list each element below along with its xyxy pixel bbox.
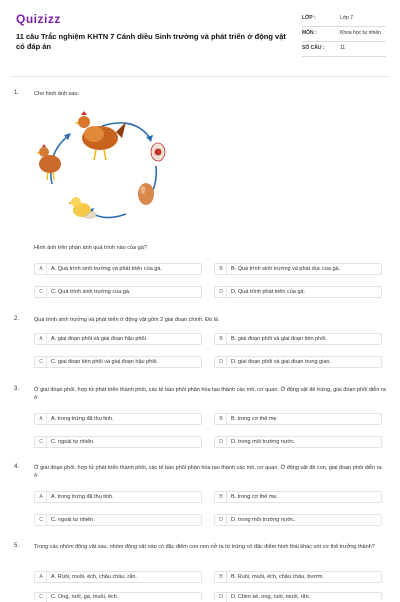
question-text: Hình ảnh trên phản ánh quá trình nào của gà? (34, 245, 147, 251)
option-text: C. giai đoạn tiền phôi và giai đoạn hậu phôi. (51, 359, 159, 365)
answer-option[interactable] (34, 592, 202, 600)
meta-label: MÔN : (302, 30, 317, 36)
answer-option[interactable] (34, 514, 202, 526)
option-letter: D (216, 515, 227, 525)
option-text: C. ngoài tự nhiên. (51, 517, 95, 523)
header-divider (12, 76, 388, 77)
option-letter: B (216, 572, 227, 582)
option-letter: D (216, 357, 227, 367)
meta-value: 11 (340, 45, 346, 51)
question-number: 2. (14, 316, 20, 322)
question-number: 4. (14, 464, 20, 470)
option-text: D. trong môi trường nước. (231, 439, 296, 445)
question-number: 3. (14, 386, 20, 392)
answer-option[interactable] (214, 356, 382, 368)
option-letter: A (36, 264, 47, 274)
option-letter: A (36, 414, 47, 424)
answer-option[interactable] (34, 436, 202, 448)
option-letter: A (36, 492, 47, 502)
question-text: Ở giai đoạn phôi, hợp tử phát triển thành phôi, các tế bào phôi phân hóa tạo thành các mô, cơ quan. Ở động vật đẻ trứng, giai đoạn phôi diễn ra ở (34, 387, 386, 401)
quizizz-logo: Quizizz (16, 12, 61, 26)
question-number: 5. (14, 543, 20, 549)
answer-option[interactable] (214, 333, 382, 345)
meta-value: Khoa học tự nhiên (340, 30, 381, 36)
meta-row-subject (302, 27, 386, 42)
option-letter: C (36, 437, 47, 447)
answer-option[interactable] (214, 592, 382, 600)
meta-label: SỐ CÂU : (302, 45, 325, 51)
meta-label: LỚP : (302, 15, 316, 21)
option-letter: C (36, 287, 47, 297)
option-text: A. giai đoạn phôi và giai đoạn hậu phôi. (51, 336, 148, 342)
meta-panel (302, 12, 386, 57)
answer-option[interactable] (34, 491, 202, 503)
option-letter: B (216, 492, 227, 502)
option-text: D. giai đoạn phôi và giai đoạn trung gian. (231, 359, 331, 365)
meta-row-class (302, 12, 386, 27)
answer-option[interactable] (214, 263, 382, 275)
answer-option[interactable] (34, 413, 202, 425)
option-text: C. Quá trình sinh trưởng của gà. (51, 289, 131, 295)
option-text: B. Ruồi, muỗi, ếch, châu chấu, bướm. (231, 574, 324, 580)
option-letter: D (216, 437, 227, 447)
option-text: A. Ruồi, muỗi, ếch, châu chấu, rắn. (51, 574, 137, 580)
answer-option[interactable] (214, 571, 382, 583)
option-letter: C (36, 357, 47, 367)
question-text: Ở giai đoạn phôi, hợp tử phát triển thành phôi, các tế bào phôi phân hóa tạo thành các mô, cơ quan. Ở động vật đẻ con, giai đoạn phôi diễn ra ở (34, 465, 382, 479)
meta-row-count (302, 42, 386, 57)
option-text: D. Quá trình phát triển của gà. (231, 289, 305, 295)
option-letter: D (216, 592, 227, 602)
answer-option[interactable] (34, 571, 202, 583)
answer-option[interactable] (214, 436, 382, 448)
answer-option[interactable] (34, 333, 202, 345)
question-text: Quá trình sinh trưởng và phát triển ở động vật gồm 2 giai đoạn chính. Đó là (34, 317, 218, 323)
option-text: D. Chim sẻ, ong, ruồi, muỗi, rắn. (231, 593, 311, 600)
option-letter: A (36, 572, 47, 582)
answer-option[interactable] (34, 356, 202, 368)
answer-option[interactable] (214, 286, 382, 298)
option-letter: C (36, 515, 47, 525)
option-text: B. trong cơ thể mẹ. (231, 494, 279, 500)
option-text: B. giai đoạn phôi và giai đoạn tiền phôi. (231, 336, 328, 342)
document-title: 11 câu Trắc nghiệm KHTN 7 Cánh diều Sinh trưởng và phát triển ở động vật có đáp án (16, 32, 286, 51)
answer-option[interactable] (214, 413, 382, 425)
option-letter: C (36, 592, 47, 602)
meta-value: Lớp 7 (340, 15, 354, 21)
option-text: B. Quá trình sinh trưởng và phát dục của gà. (231, 266, 341, 272)
answer-option[interactable] (214, 514, 382, 526)
option-letter: B (216, 334, 227, 344)
option-text: C. Ong, ruồi, gà, muỗi, ếch. (51, 593, 119, 600)
option-text: C. ngoài tự nhiên. (51, 439, 95, 445)
option-letter: B (216, 264, 227, 274)
question-text: Trong các nhóm động vật sau, nhóm động vật nào có đặc điểm con non nở ra từ trứng có đặc điểm hình thái khác với cơ thể trưởng thành? (34, 544, 375, 550)
question-text: Cho hình ảnh sau: (34, 91, 79, 97)
option-text: A. Quá trình sinh trưởng và phát triển của gà. (51, 266, 162, 272)
option-text: A. trong trứng đã thụ tinh. (51, 416, 114, 422)
question-number: 1. (14, 90, 20, 96)
option-letter: D (216, 287, 227, 297)
option-text: B. trong cơ thể mẹ. (231, 416, 279, 422)
option-letter: B (216, 414, 227, 424)
answer-option[interactable] (214, 491, 382, 503)
answer-option[interactable] (34, 286, 202, 298)
option-text: A. trong trứng đã thụ tinh. (51, 494, 114, 500)
option-letter: A (36, 334, 47, 344)
chicken-life-cycle-illustration (34, 104, 184, 226)
option-text: D. trong môi trường nước. (231, 517, 296, 523)
answer-option[interactable] (34, 263, 202, 275)
